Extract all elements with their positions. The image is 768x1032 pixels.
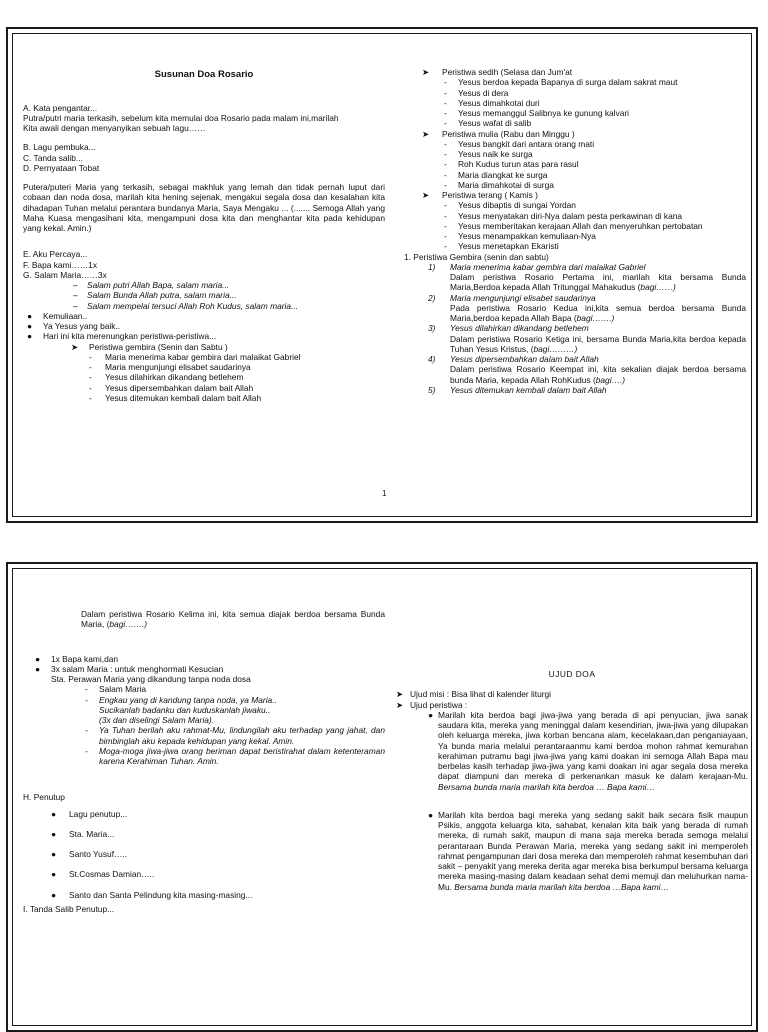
list-item: 4) Yesus dipersembahkan dalam bait Allah Dalam peristiwa Rosario Keempat ini, kita sekalian diajak berdoa bersama bunda Maria, kepada Allah RohKudus (bagi….) bbox=[428, 354, 746, 385]
section-c: C. Tanda salib... bbox=[23, 152, 83, 163]
section-a-text: Putra/putri maria terkasih, sebelum kita memulai doa Rosario pada malam ini,marilah bbox=[23, 112, 339, 123]
list-item: - Salam Maria bbox=[85, 684, 147, 695]
section-f: F. Bapa kami……1x bbox=[23, 259, 98, 270]
salam-list bbox=[23, 280, 385, 311]
sta-perawan-line: Sta. Perawan Maria yang dikandung tanpa noda dosa bbox=[51, 674, 251, 684]
list-item: – Salam Bunda Allah putra, salam maria... bbox=[73, 290, 237, 301]
list-item: - Yesus menyatakan diri-Nya dalam pesta perkawinan di kana bbox=[444, 210, 683, 221]
ujud-misi: ➤ Ujud misi : Bisa lihat di kalender liturgi bbox=[396, 689, 552, 700]
list-item: – Salam mempelai tersuci Allah Roh Kudus, salam maria... bbox=[73, 300, 299, 311]
document-page-2 bbox=[6, 562, 758, 1032]
section-a-label: A. Kata pengantar... bbox=[23, 102, 98, 113]
section-b: B. Lagu pembuka... bbox=[23, 142, 96, 153]
ujud-list bbox=[396, 710, 748, 892]
list-item: - Engkau yang di kandung tanpa noda, ya Maria.. Sucikanlah badanku dan kuduskanlah jiwaku.. (3x dan diselingi Salam Maria). bbox=[85, 694, 277, 725]
terang-list bbox=[400, 200, 746, 251]
penutup-list bbox=[23, 809, 385, 900]
tobat-paragraph: Putera/puteri Maria yang terkasih, sebagai makhluk yang lemah dan tidak pernah luput dari cobaan dan noda dosa, marilah kita hening sejenak, mengakui segala dosa dan kesalahan kita dihadapan Tuhan melalui perantara bundanya Maria, Saya Mengaku ... (....... Semoga Allah yang Maha Kuasa mengasihani kita, mengampuni dosa kita dan menghantar kita pada kehidupan yang kekal. Amin.) bbox=[23, 182, 385, 234]
arrow-bullet-icon: ➤ bbox=[422, 128, 430, 139]
ujud-doa-title: UJUD DOA bbox=[548, 669, 596, 679]
list-item: - Yesus dibaptis di sungai Yordan bbox=[444, 200, 576, 211]
list-item: ● Lagu penutup... bbox=[51, 808, 128, 819]
list-item: ● Kemuliaan.. bbox=[27, 310, 88, 321]
section-a-text-2: Kita awali dengan menyanyikan sebuah lagu…… bbox=[23, 123, 206, 134]
kesucian-list bbox=[23, 684, 385, 766]
page1-right-column bbox=[400, 67, 746, 395]
list-item: - Yesus dilahirkan dikandang betlehem bbox=[89, 372, 244, 383]
list-item: 1) Maria menerima kabar gembira dari malaikat Gabriel Dalam peristiwa Rosario Pertama ini, marilah kita bersama Bunda Maria,Berdoa kepada Allah Tritunggal Mahakudus (bagi……) bbox=[428, 261, 746, 293]
kelima-paragraph: Dalam peristiwa Rosario Kelima ini, kita semua diajak berdoa bersama Bunda Maria, (bagi…….) bbox=[81, 609, 385, 630]
list-item: - Yesus ditemukan kembali dalam bait Allah bbox=[89, 392, 262, 403]
prayer-bullets bbox=[23, 311, 385, 342]
list-item: 3) Yesus dilahirkan dikandang betlehem Dalam peristiwa Rosario Ketiga ini, bersama Bunda Maria,kita berdoa kepada Tuhan Yesus Kristus, (bagi………) bbox=[428, 323, 746, 354]
list-item: - Yesus wafat di salib bbox=[444, 118, 532, 129]
page2-right-column bbox=[396, 669, 748, 892]
page-number: 1 bbox=[382, 489, 387, 498]
list-item: - Yesus berdoa kepada Bapanya di surga dalam sakrat maut bbox=[444, 77, 678, 88]
list-item: - Yesus dimahkotai duri bbox=[444, 97, 540, 108]
list-item: - Yesus dipersembahkan dalam bait Allah bbox=[89, 382, 254, 393]
list-item: - Yesus menetapkan Ekaristi bbox=[444, 241, 559, 252]
list-item: - Ya Tuhan berilah aku rahmat-Mu, lindungilah aku terhadap yang jahat, dan bimbinglah aku kepada kehidupan yang kekal. Amin. bbox=[85, 725, 385, 746]
document-page-1 bbox=[6, 27, 758, 523]
list-spacer bbox=[428, 792, 748, 810]
section-h: H. Penutup bbox=[23, 792, 65, 803]
section-e: E. Aku Percaya... bbox=[23, 249, 88, 260]
list-item: ● Santo dan Santa Pelindung kita masing-masing... bbox=[51, 889, 253, 900]
list-item: - Yesus memanggul Salibnya ke gunung kalvari bbox=[444, 108, 630, 118]
closing-bullets bbox=[23, 654, 385, 675]
list-item: - Maria dimahkotai di surga bbox=[444, 179, 554, 190]
list-item: ● Marilah kita berdoa bagi mereka yang sedang sakit baik secara fisik maupun Psikis, anggota keluarga kita, sahabat, kenalan kita baik yang berada di rumah mereka, di rumah sakit, maupun di mana saja mereka berada semoga melalui perantaraan Bunda Perawan Maria, mereka yang sedang sakit ini memperoleh rahmat pengampunan dari dosa mereka dan memperoleh rahmat kesembuhan dari sakit – penyakit yang mereka derita agar mereka bisa berkumpul bersama keluarga mereka masing-masing dalam keadaan sehat demi memuji dan meluhurkan nama-Mu. Bersama bunda maria marilah kita berdoa …Bapa kami… bbox=[428, 809, 748, 892]
terang-heading: ➤ Peristiwa terang ( Kamis ) bbox=[422, 190, 538, 200]
list-item: ● Marilah kita berdoa bagi jiwa-jiwa yang berada di api penyucian, jiwa sanak saudara kita, mereka yang meninggal dalam kesendirian, jiwa-jiwa yang dilupakan oleh keluarga mereka, jiwa korban bencana alam, kecelakaan,dan penganiayaan, Ya bunda maria melalui perantaraanmu kami berdoa mohon rahmat kemurahan kerahiman putramu bagi jiwa-jiwa yang kami doakan ini semoga Allah Bapa mau berbelas kasih terhadap jiwa-jiwa yang kami doakan ini agar segala dosa mereka dapat diampuni dan mereka di perkenankan masuk ke dalam kerajaan-Mu. Bersama bunda maria marilah kita berdoa … Bapa kami… bbox=[428, 709, 748, 792]
list-item: ● Sta. Maria... bbox=[51, 828, 115, 839]
list-item: 5) Yesus ditemukan kembali dalam bait Allah bbox=[428, 384, 607, 395]
list-item: 2) Maria mengunjungi elisabet saudarinya Pada peristiwa Rosario Kedua ini,kita semua berdoa bersama Bunda Maria,berdoa kepada Allah Bapa (bagi…….) bbox=[428, 292, 746, 323]
arrow-bullet-icon: ➤ bbox=[396, 699, 404, 710]
gembira-detail-list bbox=[400, 262, 746, 395]
sedih-heading: ➤ Peristiwa sedih (Selasa dan Jum'at bbox=[422, 67, 573, 77]
list-item: - Yesus bangkit dari antara orang mati bbox=[444, 138, 595, 149]
list-item: ● 1x Bapa kami,dan bbox=[35, 653, 119, 664]
sedih-list bbox=[400, 77, 746, 128]
list-item: ● Hari ini kita merenungkan peristiwa-peristiwa... bbox=[27, 331, 217, 342]
list-item: ● Santo Yusuf….. bbox=[51, 849, 128, 859]
section-g: G. Salam Maria……3x bbox=[23, 269, 107, 280]
list-item: - Maria mengunjungi elisabet saudarinya bbox=[89, 362, 251, 373]
list-item: - Yesus menampakkan kemuliaan-Nya bbox=[444, 231, 596, 241]
gembira-list bbox=[23, 352, 385, 403]
mulia-list bbox=[400, 139, 746, 190]
ujud-peristiwa: ➤ Ujud peristiwa : bbox=[396, 699, 468, 710]
section-d: D. Pernyataan Tobat bbox=[23, 162, 100, 173]
arrow-bullet-icon: ➤ bbox=[71, 341, 79, 352]
list-item: - Roh Kudus turun atas para rasul bbox=[444, 159, 579, 170]
arrow-bullet-icon: ➤ bbox=[422, 67, 430, 77]
arrow-bullet-icon: ➤ bbox=[422, 190, 430, 200]
list-item: – Salam putri Allah Bapa, salam maria... bbox=[73, 280, 230, 291]
list-item: - Yesus memberitakan kerajaan Allah dan menyeruhkan pertobatan bbox=[444, 220, 703, 231]
page2-left-column bbox=[23, 609, 385, 914]
list-item: ● Ya Yesus yang baik.. bbox=[27, 321, 121, 332]
list-item: - Yesus di dera bbox=[444, 87, 509, 98]
gembira-section-heading: 1. Peristiwa Gembira (senin dan sabtu) bbox=[404, 251, 549, 262]
section-i: I. Tanda Salib Penutup... bbox=[23, 903, 115, 914]
list-item: ● St.Cosmas Damian….. bbox=[51, 869, 155, 880]
list-item: ● 3x salam Maria : untuk menghormati Kesucian bbox=[35, 663, 224, 674]
gembira-heading: ➤ Peristiwa gembira (Senin dan Sabtu ) bbox=[71, 341, 228, 352]
list-item: - Maria diangkat ke surga bbox=[444, 169, 548, 180]
arrow-bullet-icon: ➤ bbox=[396, 689, 404, 700]
list-item: - Moga-moga jiwa-jiwa orang beriman dapat beristirahat dalam ketenteraman karena Kerahiman Tuhan. Amin. bbox=[85, 745, 385, 766]
list-item: - Yesus naik ke surga bbox=[444, 149, 533, 159]
mulia-heading: ➤ Peristiwa mulia (Rabu dan Minggu ) bbox=[422, 128, 575, 139]
list-item: - Maria menerima kabar gembira dari malaikat Gabriel bbox=[89, 351, 301, 362]
page1-left-column bbox=[23, 69, 385, 403]
document-title: Susunan Doa Rosario bbox=[154, 69, 254, 80]
